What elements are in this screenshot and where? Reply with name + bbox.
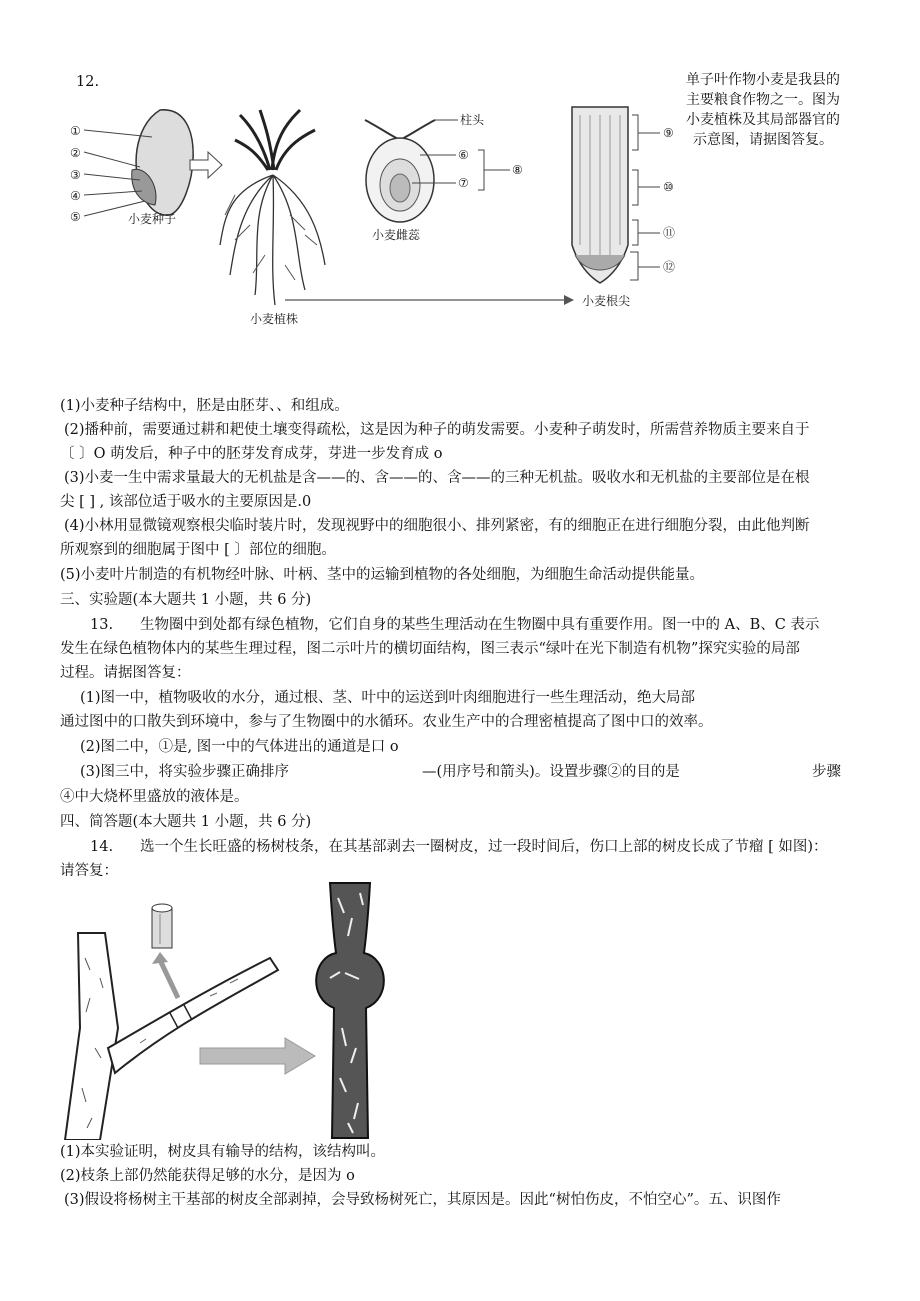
root-label-11: ⑪ bbox=[663, 226, 676, 240]
q13-question: 通过图中的口散失到环境中，参与了生物圈中的水循环。农业生产中的合理密植提高了图中口的效率。 bbox=[60, 714, 713, 730]
seed-label-4: ④ bbox=[70, 189, 81, 203]
q12-question: 〔 〕O 萌发后，种子中的胚芽发育成芽，芽进一步发育成 o bbox=[60, 446, 443, 462]
section-4-heading: 四、简答题(本大题共 1 小题，共 6 分) bbox=[60, 814, 312, 830]
wheat-figure bbox=[60, 95, 700, 335]
root-label-10: ⑩ bbox=[663, 180, 674, 194]
q12-intro-line: 示意图，请据图答复。 bbox=[693, 132, 833, 148]
q13-question: —(用序号和箭头)。设置步骤②的目的是 bbox=[422, 764, 680, 780]
pistil-caption: 小麦雌蕊 bbox=[372, 228, 421, 242]
seed-label-1: ① bbox=[70, 124, 81, 138]
q13-question: (1)图一中，植物吸收的水分，通过根、茎、叶中的运送到叶肉细胞进行一些生理活动，绝大局部 bbox=[80, 690, 696, 706]
q14-text: 请答复： bbox=[60, 863, 118, 879]
seed-label-5: ⑤ bbox=[70, 210, 81, 224]
q12-question: 所观察到的细胞属于图中 [ 〕部位的细胞。 bbox=[60, 542, 336, 558]
q12-question: (1)小麦种子结构中，胚是由胚芽、、和组成。 bbox=[60, 398, 349, 414]
plant-caption: 小麦植株 bbox=[250, 312, 299, 326]
q13-text: 生物圈中到处都有绿色植物，它们自身的某些生理活动在生物圈中具有重要作用。图一中的 A、B、C 表示 bbox=[140, 617, 820, 633]
q13-question: 步骤 bbox=[812, 764, 841, 780]
root-label-9: ⑨ bbox=[663, 126, 674, 140]
q13-text: 发生在绿色植物体内的某些生理过程，图二示叶片的横切面结构，图三表示“绿叶在光下制造有机物”探究实验的局部 bbox=[60, 641, 800, 657]
q12-intro-line: 单子叶作物小麦是我县的 bbox=[686, 72, 840, 88]
seed-label-3: ③ bbox=[70, 168, 81, 182]
q12-intro-line: 主要粮食作物之一。图为 bbox=[686, 92, 840, 108]
q12-intro bbox=[686, 70, 876, 150]
q13-question: (3)图三中，将实验步骤正确排序 bbox=[80, 764, 290, 780]
seed-caption: 小麦种子 bbox=[128, 212, 177, 226]
q12-question: (5)小麦叶片制造的有机物经叶脉、叶柄、茎中的运输到植物的各处细胞，为细胞生命活动提供能量。 bbox=[60, 567, 705, 583]
arrow-icon bbox=[564, 295, 574, 305]
pistil-label-8: ⑧ bbox=[512, 163, 523, 177]
q13-question: ④中大烧杯里盛放的液体是。 bbox=[60, 789, 249, 805]
q12-question: (3)小麦一生中需求量最大的无机盐是含——的、含——的、含——的三种无机盐。吸收水和无机盐的主要部位是在根 bbox=[64, 470, 810, 486]
wheat-seed-diagram bbox=[70, 110, 193, 226]
root-label-12: ⑫ bbox=[663, 260, 676, 274]
q12-question: 尖 [ ] , 该部位适于吸水的主要原因是.0 bbox=[60, 494, 312, 510]
q12-intro-line: 小麦植株及其局部器官的 bbox=[686, 112, 840, 128]
wheat-pistil-diagram bbox=[365, 112, 523, 242]
q14-question: (1)本实验证明，树皮具有输导的结构，该结构叫。 bbox=[60, 1144, 386, 1160]
pistil-label-6: ⑥ bbox=[458, 148, 469, 162]
arrow-icon bbox=[190, 152, 222, 178]
question-number-14: 14. bbox=[90, 839, 114, 855]
section-3-heading: 三、实验题(本大题共 1 小题，共 6 分) bbox=[60, 592, 312, 608]
q14-question: (2)枝条上部仍然能获得足够的水分，是因为 o bbox=[60, 1168, 355, 1184]
wheat-plant-diagram bbox=[220, 110, 325, 326]
arrow-icon bbox=[200, 1038, 315, 1074]
arrow-icon bbox=[152, 952, 168, 964]
q14-text: 选一个生长旺盛的杨树枝条，在其基部剥去一圈树皮，过一段时间后，伤口上部的树皮长成了节瘤 [ 如图)： bbox=[140, 839, 828, 855]
wheat-root-tip-diagram bbox=[572, 107, 675, 308]
q13-question: (2)图二中，①是, 图一中的气体进出的通道是口 o bbox=[80, 739, 399, 755]
q12-question: (4)小林用显微镜观察根尖临时装片时，发现视野中的细胞很小、排列紧密，有的细胞正在进行细胞分裂，由此他判断 bbox=[64, 518, 810, 534]
q14-question: (3)假设将杨树主干基部的树皮全部剥掉，会导致杨树死亡，其原因是。因此“树怕伤皮，不怕空心”。五、识图作 bbox=[64, 1192, 781, 1208]
seed-label-2: ② bbox=[70, 146, 81, 160]
q13-text: 过程。请据图答复： bbox=[60, 665, 191, 681]
tree-girdling-figure bbox=[60, 878, 400, 1140]
question-number-12: 12. bbox=[76, 74, 100, 90]
pistil-label-7: ⑦ bbox=[458, 176, 469, 190]
root-caption: 小麦根尖 bbox=[582, 294, 631, 308]
question-number-13: 13. bbox=[90, 617, 114, 633]
pistil-top-label: 柱头 bbox=[460, 113, 485, 127]
q12-question: (2)播种前，需要通过耕和耙使土壤变得疏松，这是因为种子的萌发需要。小麦种子萌发时，所需营养物质主要来自于 bbox=[64, 422, 810, 438]
